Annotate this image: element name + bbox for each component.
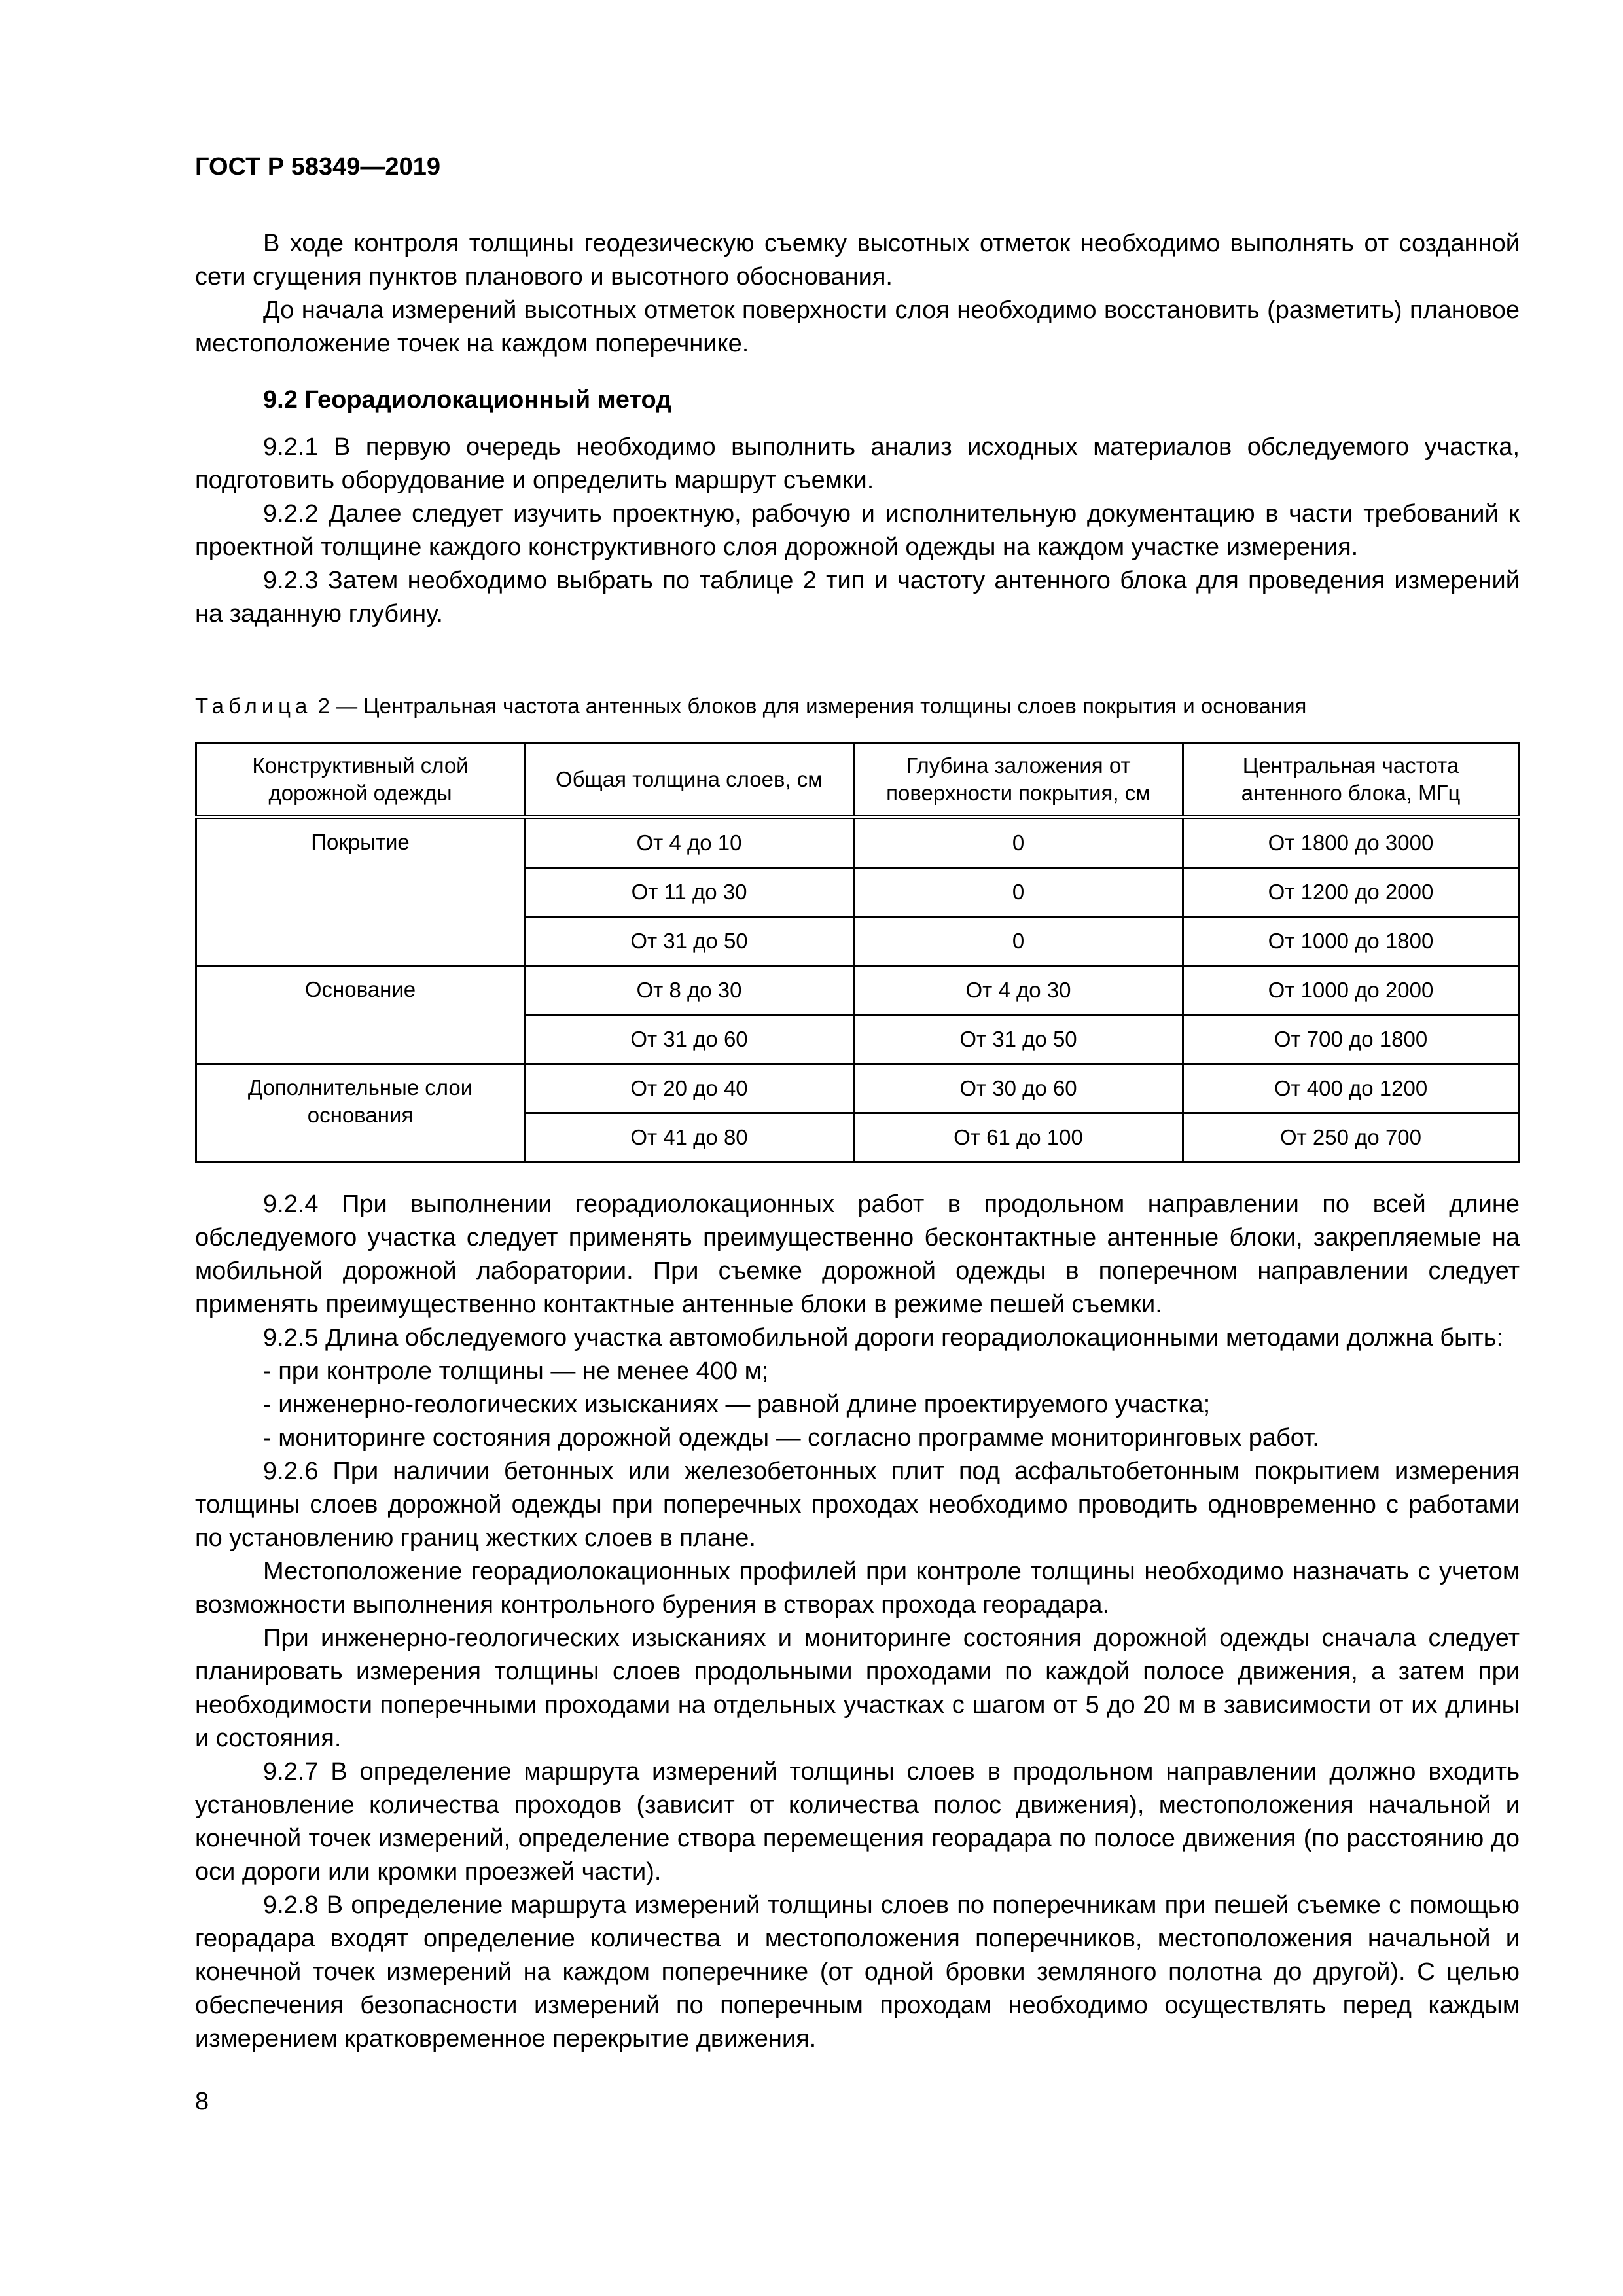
table-cell: От 250 до 700 — [1183, 1113, 1519, 1162]
table-cell: 0 — [854, 817, 1183, 868]
paragraph: При инженерно-геологических изысканиях и мониторинге состояния дорожной одежды сначала следует планировать измерения толщины слоев продольными проходами по каждой полосе движения, а затем при необходимости поперечными проходами на отдельных участках с шагом от 5 до 20 м в зависимости от их длины и состояния. — [195, 1624, 1520, 1752]
table-cell: 0 — [854, 917, 1183, 966]
layer-cell: Дополнительные слои основания — [196, 1064, 525, 1162]
clauses-924-928 — [195, 1188, 1520, 2056]
table-cell: От 4 до 30 — [854, 966, 1183, 1015]
clause-9-2-6: 9.2.6 При наличии бетонных или железобетонных плит под асфальтобетонным покрытием измерения толщины слоев дорожной одежды при поперечных проходах необходимо проводить одновременно с работами по установлению границ жестких слоев в плане. — [195, 1458, 1520, 1552]
list-item: - при контроле толщины — не менее 400 м; — [263, 1357, 769, 1385]
layer-cell: Основание — [196, 966, 525, 1064]
table-cell: От 8 до 30 — [525, 966, 854, 1015]
column-header: Конструктивный слой дорожной одежды — [196, 744, 525, 817]
table-cell: От 1200 до 2000 — [1183, 868, 1519, 917]
table-cell: От 400 до 1200 — [1183, 1064, 1519, 1113]
clause-9-2-3: 9.2.3 Затем необходимо выбрать по таблице 2 тип и частоту антенного блока для проведения измерений на заданную глубину. — [195, 567, 1520, 628]
document-header: ГОСТ Р 58349—2019 — [195, 153, 440, 181]
clause-9-2-4: 9.2.4 При выполнении георадиолокационных работ в продольном направлении по всей длине обследуемого участка следует применять преимущественно бесконтактные антенные блоки, закрепляемые на мобильной дорожной лаборатории. При съемке дорожной одежды в поперечном направлении следует применять преимущественно контактные антенные блоки в режиме пешей съемки. — [195, 1191, 1520, 1318]
table-cell: От 30 до 60 — [854, 1064, 1183, 1113]
table-cell: От 41 до 80 — [525, 1113, 854, 1162]
clause-9-2-7: 9.2.7 В определение маршрута измерений толщины слоев в продольном направлении должно входить установление количества проходов (зависит от количества полос движения), местоположения начальной и конечной точек измерений, определение створа перемещения георадара по полосе движения (по расстоянию до оси дороги или кромки проезжей части). — [195, 1758, 1520, 1886]
table-cell: От 61 до 100 — [854, 1113, 1183, 1162]
table-caption-text: 2 — Центральная частота антенных блоков для измерения толщины слоев покрытия и основания — [317, 694, 1307, 718]
clause-9-2-8: 9.2.8 В определение маршрута измерений толщины слоев по поперечникам при пешей съемке с помощью георадара входят определение количества и местоположения поперечников, местоположения начальной и конечной точек измерений на каждом поперечнике (от одной бровки земляного полотна до другой). С целью обеспечения безопасности измерений по поперечным проходам необходимо осуществлять перед каждым измерением кратковременное перекрытие движения. — [195, 1892, 1520, 2053]
antenna-frequency-table — [195, 742, 1520, 1163]
paragraph: Местоположение георадиолокационных профилей при контроле толщины необходимо назначать с учетом возможности выполнения контрольного бурения в створах прохода георадара. — [195, 1558, 1520, 1619]
column-header: Глубина заложения от поверхности покрытия, см — [854, 744, 1183, 817]
clause-9-2-2: 9.2.2 Далее следует изучить проектную, рабочую и исполнительную документацию в части требований к проектной толщине каждого конструктивного слоя дорожной одежды на каждом участке измерения. — [195, 500, 1520, 561]
table-cell: От 700 до 1800 — [1183, 1015, 1519, 1064]
page-number: 8 — [195, 2088, 209, 2115]
layer-cell: Покрытие — [196, 817, 525, 966]
table-cell: От 31 до 50 — [525, 917, 854, 966]
paragraph: В ходе контроля толщины геодезическую съемку высотных отметок необходимо выполнять от созданной сети сгущения пунктов планового и высотного обоснования. — [195, 230, 1520, 291]
list-item: - мониторинге состояния дорожной одежды — согласно программе мониторинговых работ. — [263, 1424, 1319, 1452]
table-row — [196, 1064, 1519, 1113]
table-caption-label: Таблица — [195, 694, 312, 718]
list-item: - инженерно-геологических изысканиях — равной длине проектируемого участка; — [263, 1391, 1211, 1418]
table-cell: 0 — [854, 868, 1183, 917]
table-cell: От 4 до 10 — [525, 817, 854, 868]
table-row — [196, 817, 1519, 868]
clause-9-2-1: 9.2.1 В первую очередь необходимо выполнить анализ исходных материалов обследуемого участка, подготовить оборудование и определить маршрут съемки. — [195, 433, 1520, 494]
table-cell: От 1000 до 1800 — [1183, 917, 1519, 966]
intro-text — [195, 227, 1520, 361]
table-caption — [195, 692, 1520, 721]
table-row — [196, 966, 1519, 1015]
clause-9-2-5: 9.2.5 Длина обследуемого участка автомобильной дороги георадиолокационными методами должна быть: — [263, 1324, 1504, 1352]
table-cell: От 31 до 60 — [525, 1015, 854, 1064]
table-cell: От 11 до 30 — [525, 868, 854, 917]
table-cell: От 31 до 50 — [854, 1015, 1183, 1064]
table-header-row — [196, 744, 1519, 817]
table-cell: От 20 до 40 — [525, 1064, 854, 1113]
table-cell: От 1000 до 2000 — [1183, 966, 1519, 1015]
paragraph: До начала измерений высотных отметок поверхности слоя необходимо восстановить (разметить) плановое местоположение точек на каждом поперечнике. — [195, 296, 1520, 357]
table-cell: От 1800 до 3000 — [1183, 817, 1519, 868]
clauses-921-923 — [195, 431, 1520, 631]
section-heading: 9.2 Георадиолокационный метод — [263, 386, 672, 414]
column-header: Центральная частота антенного блока, МГц — [1183, 744, 1519, 817]
column-header: Общая толщина слоев, см — [525, 744, 854, 817]
